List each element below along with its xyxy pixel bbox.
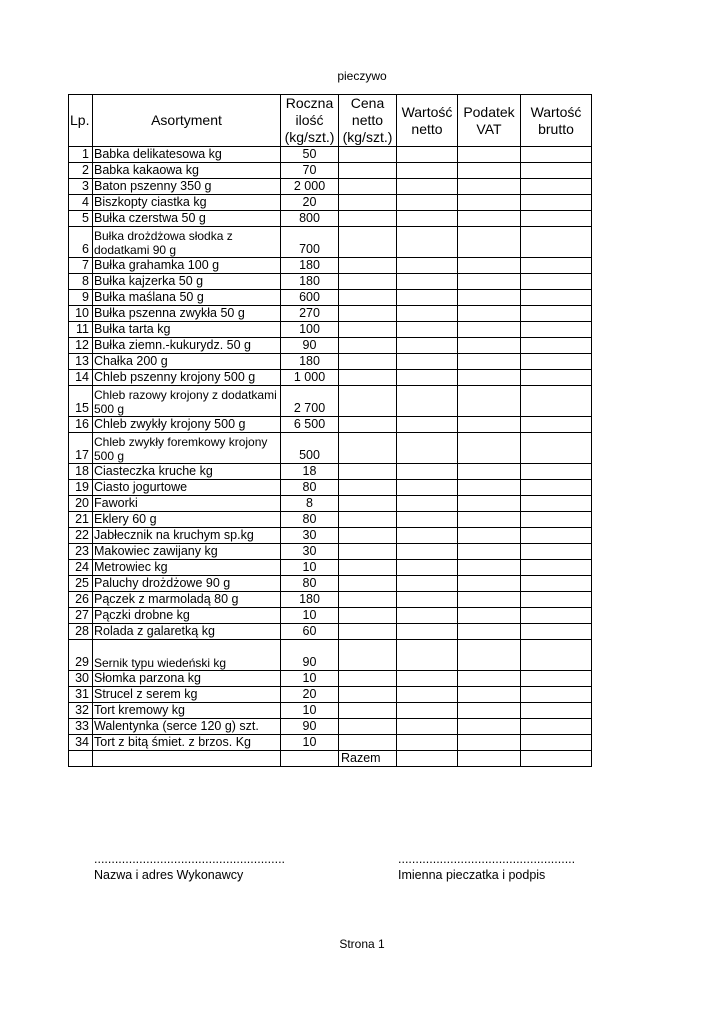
stamp-label: Imienna pieczatka i podpis xyxy=(398,868,546,882)
header-price: Cena netto (kg/szt.) xyxy=(339,95,397,147)
row-price-cell[interactable] xyxy=(339,528,397,544)
row-number: 11 xyxy=(69,322,93,338)
row-assortment: Pączki drobne kg xyxy=(93,608,281,624)
table-row xyxy=(69,322,592,338)
row-vat-cell[interactable] xyxy=(458,306,521,322)
table-row xyxy=(69,735,592,751)
row-number: 29 xyxy=(69,640,93,671)
row-number: 17 xyxy=(69,433,93,464)
row-gross-value-cell[interactable] xyxy=(521,354,592,370)
row-price-cell[interactable] xyxy=(339,464,397,480)
row-assortment: Chleb zwykły foremkowy krojony 500 g xyxy=(93,433,281,464)
row-net-value-cell[interactable] xyxy=(397,703,458,719)
row-number: 1 xyxy=(69,147,93,163)
row-vat-cell[interactable] xyxy=(458,417,521,433)
row-price-cell[interactable] xyxy=(339,624,397,640)
row-price-cell[interactable] xyxy=(339,227,397,258)
row-number: 2 xyxy=(69,163,93,179)
row-number: 27 xyxy=(69,608,93,624)
table-row xyxy=(69,386,592,417)
row-quantity: 80 xyxy=(281,480,339,496)
table-row xyxy=(69,560,592,576)
row-price-cell[interactable] xyxy=(339,163,397,179)
table-row xyxy=(69,576,592,592)
row-vat-cell[interactable] xyxy=(458,719,521,735)
row-number: 16 xyxy=(69,417,93,433)
row-assortment: Faworki xyxy=(93,496,281,512)
row-price-cell[interactable] xyxy=(339,687,397,703)
row-net-value-cell[interactable] xyxy=(397,592,458,608)
row-quantity: 8 xyxy=(281,496,339,512)
row-vat-cell[interactable] xyxy=(458,386,521,417)
row-vat-cell[interactable] xyxy=(458,179,521,195)
table-row xyxy=(69,338,592,354)
table-row xyxy=(69,496,592,512)
total-label: Razem xyxy=(339,751,397,767)
row-net-value-cell[interactable] xyxy=(397,370,458,386)
header-lp: Lp. xyxy=(69,95,93,147)
row-price-cell[interactable] xyxy=(339,258,397,274)
row-quantity: 800 xyxy=(281,211,339,227)
row-gross-value-cell[interactable] xyxy=(521,386,592,417)
row-assortment: Bułka maślana 50 g xyxy=(93,290,281,306)
row-price-cell[interactable] xyxy=(339,496,397,512)
row-quantity: 10 xyxy=(281,735,339,751)
total-net-cell[interactable] xyxy=(397,751,458,767)
row-quantity: 30 xyxy=(281,544,339,560)
row-price-cell[interactable] xyxy=(339,322,397,338)
row-price-cell[interactable] xyxy=(339,354,397,370)
row-gross-value-cell[interactable] xyxy=(521,576,592,592)
row-quantity: 60 xyxy=(281,624,339,640)
table-row xyxy=(69,608,592,624)
row-number: 21 xyxy=(69,512,93,528)
row-gross-value-cell[interactable] xyxy=(521,211,592,227)
row-vat-cell[interactable] xyxy=(458,592,521,608)
row-price-cell[interactable] xyxy=(339,147,397,163)
row-gross-value-cell[interactable] xyxy=(521,195,592,211)
row-net-value-cell[interactable] xyxy=(397,306,458,322)
row-price-cell[interactable] xyxy=(339,544,397,560)
row-net-value-cell[interactable] xyxy=(397,386,458,417)
row-number: 3 xyxy=(69,179,93,195)
row-quantity: 180 xyxy=(281,592,339,608)
table-row xyxy=(69,640,592,671)
row-quantity: 700 xyxy=(281,227,339,258)
table-row xyxy=(69,624,592,640)
row-gross-value-cell[interactable] xyxy=(521,560,592,576)
total-empty-name xyxy=(93,751,281,767)
page-footer: Strona 1 xyxy=(339,937,385,951)
row-net-value-cell[interactable] xyxy=(397,512,458,528)
row-gross-value-cell[interactable] xyxy=(521,464,592,480)
row-net-value-cell[interactable] xyxy=(397,195,458,211)
table-row xyxy=(69,464,592,480)
row-assortment: Tort z bitą śmiet. z brzos. Kg xyxy=(93,735,281,751)
row-gross-value-cell[interactable] xyxy=(521,322,592,338)
row-price-cell[interactable] xyxy=(339,480,397,496)
table-row xyxy=(69,211,592,227)
row-quantity: 10 xyxy=(281,608,339,624)
row-quantity: 90 xyxy=(281,640,339,671)
row-quantity: 100 xyxy=(281,322,339,338)
row-price-cell[interactable] xyxy=(339,608,397,624)
row-gross-value-cell[interactable] xyxy=(521,227,592,258)
row-price-cell[interactable] xyxy=(339,386,397,417)
table-row xyxy=(69,147,592,163)
row-price-cell[interactable] xyxy=(339,306,397,322)
row-number: 26 xyxy=(69,592,93,608)
row-gross-value-cell[interactable] xyxy=(521,290,592,306)
row-net-value-cell[interactable] xyxy=(397,624,458,640)
row-price-cell[interactable] xyxy=(339,290,397,306)
row-net-value-cell[interactable] xyxy=(397,608,458,624)
row-price-cell[interactable] xyxy=(339,592,397,608)
row-assortment: Bułka drożdżowa słodka z dodatkami 90 g xyxy=(93,227,281,258)
header-assortment: Asortyment xyxy=(93,95,281,147)
row-assortment: Ciasteczka kruche kg xyxy=(93,464,281,480)
contractor-signature-block xyxy=(94,852,285,882)
table-row xyxy=(69,480,592,496)
row-price-cell[interactable] xyxy=(339,417,397,433)
row-net-value-cell[interactable] xyxy=(397,687,458,703)
row-number: 32 xyxy=(69,703,93,719)
row-assortment: Strucel z serem kg xyxy=(93,687,281,703)
row-quantity: 10 xyxy=(281,703,339,719)
row-net-value-cell[interactable] xyxy=(397,735,458,751)
row-assortment: Bułka pszenna zwykła 50 g xyxy=(93,306,281,322)
row-assortment: Jabłecznik na kruchym sp.kg xyxy=(93,528,281,544)
row-quantity: 10 xyxy=(281,560,339,576)
row-gross-value-cell[interactable] xyxy=(521,735,592,751)
row-price-cell[interactable] xyxy=(339,433,397,464)
row-net-value-cell[interactable] xyxy=(397,480,458,496)
row-assortment: Metrowiec kg xyxy=(93,560,281,576)
row-vat-cell[interactable] xyxy=(458,480,521,496)
row-assortment: Bułka grahamka 100 g xyxy=(93,258,281,274)
row-number: 14 xyxy=(69,370,93,386)
row-net-value-cell[interactable] xyxy=(397,576,458,592)
row-price-cell[interactable] xyxy=(339,512,397,528)
table-row xyxy=(69,195,592,211)
row-number: 22 xyxy=(69,528,93,544)
table-row xyxy=(69,512,592,528)
table-row xyxy=(69,258,592,274)
table-row xyxy=(69,306,592,322)
row-gross-value-cell[interactable] xyxy=(521,147,592,163)
row-number: 18 xyxy=(69,464,93,480)
row-assortment: Walentynka (serce 120 g) szt. xyxy=(93,719,281,735)
row-assortment: Eklery 60 g xyxy=(93,512,281,528)
document-title: pieczywo xyxy=(337,69,387,83)
row-vat-cell[interactable] xyxy=(458,322,521,338)
row-quantity: 180 xyxy=(281,354,339,370)
row-gross-value-cell[interactable] xyxy=(521,608,592,624)
row-vat-cell[interactable] xyxy=(458,354,521,370)
row-quantity: 80 xyxy=(281,512,339,528)
row-price-cell[interactable] xyxy=(339,640,397,671)
row-vat-cell[interactable] xyxy=(458,576,521,592)
row-quantity: 2 000 xyxy=(281,179,339,195)
contractor-label: Nazwa i adres Wykonawcy xyxy=(94,868,244,882)
row-vat-cell[interactable] xyxy=(458,640,521,671)
total-row xyxy=(69,751,592,767)
table-row xyxy=(69,290,592,306)
row-price-cell[interactable] xyxy=(339,735,397,751)
row-vat-cell[interactable] xyxy=(458,671,521,687)
table-row xyxy=(69,163,592,179)
row-number: 8 xyxy=(69,274,93,290)
row-assortment: Biszkopty ciastka kg xyxy=(93,195,281,211)
row-gross-value-cell[interactable] xyxy=(521,719,592,735)
row-quantity: 6 500 xyxy=(281,417,339,433)
table-row xyxy=(69,417,592,433)
table-row xyxy=(69,354,592,370)
table-row xyxy=(69,528,592,544)
row-vat-cell[interactable] xyxy=(458,274,521,290)
row-gross-value-cell[interactable] xyxy=(521,163,592,179)
row-vat-cell[interactable] xyxy=(458,464,521,480)
row-quantity: 70 xyxy=(281,163,339,179)
row-net-value-cell[interactable] xyxy=(397,227,458,258)
row-vat-cell[interactable] xyxy=(458,163,521,179)
row-price-cell[interactable] xyxy=(339,338,397,354)
row-quantity: 90 xyxy=(281,338,339,354)
row-gross-value-cell[interactable] xyxy=(521,433,592,464)
row-gross-value-cell[interactable] xyxy=(521,671,592,687)
row-number: 5 xyxy=(69,211,93,227)
row-gross-value-cell[interactable] xyxy=(521,179,592,195)
row-assortment: Bułka czerstwa 50 g xyxy=(93,211,281,227)
header-vat: Podatek VAT xyxy=(458,95,521,147)
header-row xyxy=(69,95,592,147)
row-assortment: Słomka parzona kg xyxy=(93,671,281,687)
stamp-signature-block xyxy=(398,852,575,882)
row-net-value-cell[interactable] xyxy=(397,496,458,512)
row-assortment: Chałka 200 g xyxy=(93,354,281,370)
row-vat-cell[interactable] xyxy=(458,433,521,464)
table-row xyxy=(69,671,592,687)
row-quantity: 10 xyxy=(281,671,339,687)
table-row xyxy=(69,274,592,290)
row-net-value-cell[interactable] xyxy=(397,354,458,370)
table-row xyxy=(69,687,592,703)
table-row xyxy=(69,703,592,719)
row-gross-value-cell[interactable] xyxy=(521,417,592,433)
row-number: 30 xyxy=(69,671,93,687)
table-row xyxy=(69,179,592,195)
price-table xyxy=(68,94,592,767)
row-assortment: Bułka ziemn.-kukurydz. 50 g xyxy=(93,338,281,354)
row-number: 9 xyxy=(69,290,93,306)
row-vat-cell[interactable] xyxy=(458,147,521,163)
row-net-value-cell[interactable] xyxy=(397,179,458,195)
row-quantity: 600 xyxy=(281,290,339,306)
row-assortment: Chleb razowy krojony z dodatkami 500 g xyxy=(93,386,281,417)
row-price-cell[interactable] xyxy=(339,703,397,719)
row-vat-cell[interactable] xyxy=(458,338,521,354)
header-gross-value: Wartość brutto xyxy=(521,95,592,147)
row-quantity: 18 xyxy=(281,464,339,480)
row-net-value-cell[interactable] xyxy=(397,640,458,671)
row-net-value-cell[interactable] xyxy=(397,433,458,464)
total-empty-lp xyxy=(69,751,93,767)
row-assortment: Tort kremowy kg xyxy=(93,703,281,719)
row-vat-cell[interactable] xyxy=(458,227,521,258)
row-vat-cell[interactable] xyxy=(458,544,521,560)
total-empty-qty xyxy=(281,751,339,767)
table-row xyxy=(69,719,592,735)
row-assortment: Babka kakaowa kg xyxy=(93,163,281,179)
row-quantity: 20 xyxy=(281,687,339,703)
row-quantity: 180 xyxy=(281,258,339,274)
row-number: 12 xyxy=(69,338,93,354)
row-vat-cell[interactable] xyxy=(458,496,521,512)
row-vat-cell[interactable] xyxy=(458,195,521,211)
row-assortment: Makowiec zawijany kg xyxy=(93,544,281,560)
row-price-cell[interactable] xyxy=(339,179,397,195)
row-net-value-cell[interactable] xyxy=(397,147,458,163)
row-vat-cell[interactable] xyxy=(458,703,521,719)
row-number: 31 xyxy=(69,687,93,703)
total-vat-cell[interactable] xyxy=(458,751,521,767)
row-quantity: 90 xyxy=(281,719,339,735)
row-gross-value-cell[interactable] xyxy=(521,480,592,496)
row-net-value-cell[interactable] xyxy=(397,163,458,179)
row-assortment: Sernik typu wiedeński kg xyxy=(93,640,281,671)
row-assortment: Babka delikatesowa kg xyxy=(93,147,281,163)
total-gross-cell[interactable] xyxy=(521,751,592,767)
table-row xyxy=(69,433,592,464)
row-vat-cell[interactable] xyxy=(458,735,521,751)
row-net-value-cell[interactable] xyxy=(397,464,458,480)
row-gross-value-cell[interactable] xyxy=(521,258,592,274)
row-number: 13 xyxy=(69,354,93,370)
row-number: 19 xyxy=(69,480,93,496)
row-net-value-cell[interactable] xyxy=(397,560,458,576)
row-net-value-cell[interactable] xyxy=(397,417,458,433)
row-gross-value-cell[interactable] xyxy=(521,640,592,671)
row-gross-value-cell[interactable] xyxy=(521,306,592,322)
row-quantity: 1 000 xyxy=(281,370,339,386)
row-vat-cell[interactable] xyxy=(458,370,521,386)
row-vat-cell[interactable] xyxy=(458,512,521,528)
contractor-signature-line: ....................................................... xyxy=(94,852,286,866)
row-number: 15 xyxy=(69,386,93,417)
row-gross-value-cell[interactable] xyxy=(521,544,592,560)
row-net-value-cell[interactable] xyxy=(397,671,458,687)
row-gross-value-cell[interactable] xyxy=(521,624,592,640)
row-number: 10 xyxy=(69,306,93,322)
row-assortment: Pączek z marmoladą 80 g xyxy=(93,592,281,608)
row-number: 25 xyxy=(69,576,93,592)
row-quantity: 30 xyxy=(281,528,339,544)
row-assortment: Baton pszenny 350 g xyxy=(93,179,281,195)
row-vat-cell[interactable] xyxy=(458,624,521,640)
row-number: 34 xyxy=(69,735,93,751)
row-assortment: Chleb zwykły krojony 500 g xyxy=(93,417,281,433)
row-price-cell[interactable] xyxy=(339,576,397,592)
row-number: 23 xyxy=(69,544,93,560)
row-net-value-cell[interactable] xyxy=(397,544,458,560)
row-number: 24 xyxy=(69,560,93,576)
row-net-value-cell[interactable] xyxy=(397,528,458,544)
row-assortment: Paluchy drożdżowe 90 g xyxy=(93,576,281,592)
row-quantity: 20 xyxy=(281,195,339,211)
row-assortment: Bułka tarta kg xyxy=(93,322,281,338)
row-number: 7 xyxy=(69,258,93,274)
row-quantity: 180 xyxy=(281,274,339,290)
row-net-value-cell[interactable] xyxy=(397,258,458,274)
row-quantity: 270 xyxy=(281,306,339,322)
row-assortment: Ciasto jogurtowe xyxy=(93,480,281,496)
row-price-cell[interactable] xyxy=(339,211,397,227)
row-price-cell[interactable] xyxy=(339,370,397,386)
row-vat-cell[interactable] xyxy=(458,560,521,576)
row-number: 28 xyxy=(69,624,93,640)
row-quantity: 50 xyxy=(281,147,339,163)
row-vat-cell[interactable] xyxy=(458,608,521,624)
row-vat-cell[interactable] xyxy=(458,290,521,306)
row-assortment: Bułka kajzerka 50 g xyxy=(93,274,281,290)
row-net-value-cell[interactable] xyxy=(397,322,458,338)
row-assortment: Chleb pszenny krojony 500 g xyxy=(93,370,281,386)
header-net-value: Wartość netto xyxy=(397,95,458,147)
row-gross-value-cell[interactable] xyxy=(521,528,592,544)
row-number: 4 xyxy=(69,195,93,211)
row-net-value-cell[interactable] xyxy=(397,211,458,227)
row-net-value-cell[interactable] xyxy=(397,338,458,354)
row-gross-value-cell[interactable] xyxy=(521,512,592,528)
row-vat-cell[interactable] xyxy=(458,528,521,544)
row-number: 6 xyxy=(69,227,93,258)
table-row xyxy=(69,544,592,560)
table-row xyxy=(69,370,592,386)
row-gross-value-cell[interactable] xyxy=(521,687,592,703)
row-gross-value-cell[interactable] xyxy=(521,496,592,512)
row-vat-cell[interactable] xyxy=(458,258,521,274)
row-number: 20 xyxy=(69,496,93,512)
row-quantity: 500 xyxy=(281,433,339,464)
row-quantity: 80 xyxy=(281,576,339,592)
row-gross-value-cell[interactable] xyxy=(521,370,592,386)
row-quantity: 2 700 xyxy=(281,386,339,417)
row-price-cell[interactable] xyxy=(339,719,397,735)
row-gross-value-cell[interactable] xyxy=(521,338,592,354)
row-gross-value-cell[interactable] xyxy=(521,703,592,719)
row-vat-cell[interactable] xyxy=(458,211,521,227)
row-price-cell[interactable] xyxy=(339,560,397,576)
row-gross-value-cell[interactable] xyxy=(521,274,592,290)
table-row xyxy=(69,592,592,608)
row-price-cell[interactable] xyxy=(339,274,397,290)
row-net-value-cell[interactable] xyxy=(397,274,458,290)
stamp-signature-line: ................................................... xyxy=(398,852,576,866)
row-price-cell[interactable] xyxy=(339,671,397,687)
row-net-value-cell[interactable] xyxy=(397,719,458,735)
row-net-value-cell[interactable] xyxy=(397,290,458,306)
row-vat-cell[interactable] xyxy=(458,687,521,703)
row-number: 33 xyxy=(69,719,93,735)
table-row xyxy=(69,227,592,258)
header-quantity: Roczna ilość (kg/szt.) xyxy=(281,95,339,147)
row-assortment: Rolada z galaretką kg xyxy=(93,624,281,640)
row-gross-value-cell[interactable] xyxy=(521,592,592,608)
row-price-cell[interactable] xyxy=(339,195,397,211)
